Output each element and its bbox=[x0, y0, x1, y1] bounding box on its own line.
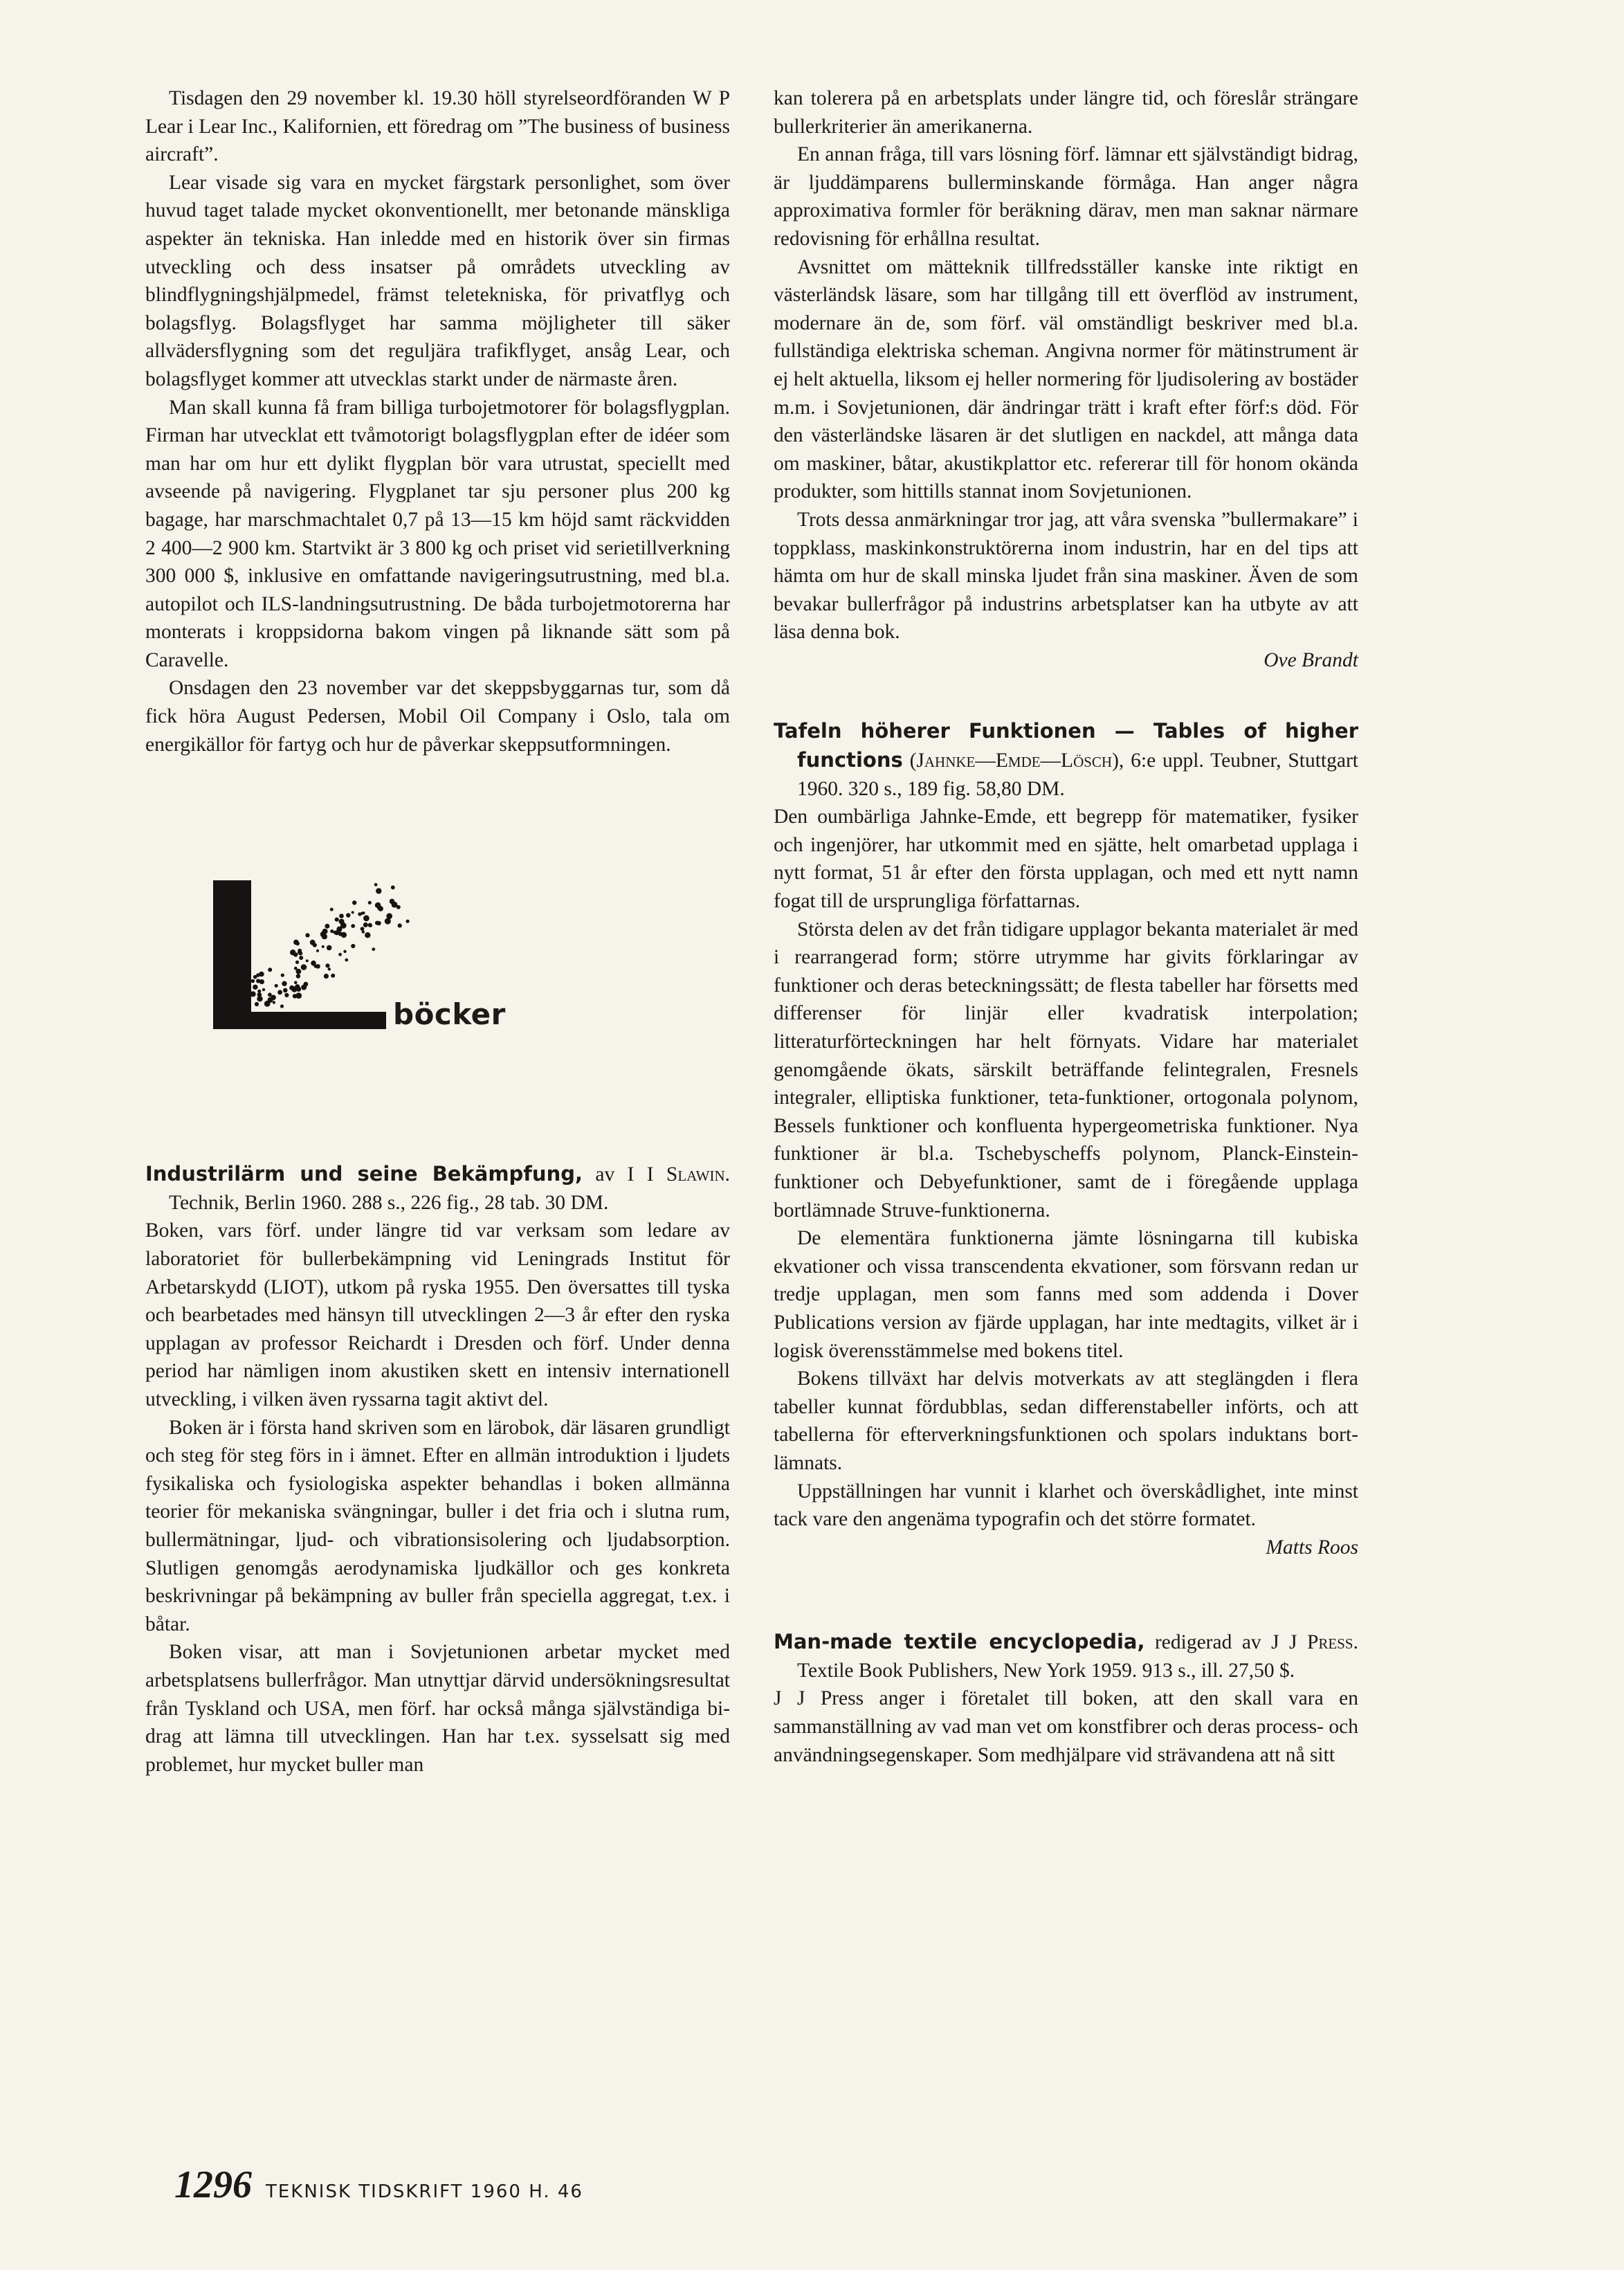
review-3-author: Press bbox=[1307, 1631, 1353, 1654]
logo-dot bbox=[362, 911, 365, 914]
review-2-paragraph-3: De elementära funktionerna jämte lösningarna till kubiska ekvationer och vissa transcendenta ekvationer, som försvann redan ur tredje upplagan, men som fanns med som addenda i Dover Publications version av fjärde upplagan, har inte medtagits, vilket är i logisk överensstämmelse med bokens titel. bbox=[774, 1227, 1358, 1362]
logo-dot bbox=[374, 883, 378, 887]
logo-dot bbox=[296, 974, 300, 979]
logo-dot bbox=[331, 974, 335, 978]
logo-dot bbox=[339, 914, 344, 918]
logo-dot bbox=[294, 981, 298, 985]
logo-dot bbox=[345, 959, 348, 962]
review-2-paragraph-4: Bokens tillväxt har delvis motverkats av att steglängden i flera tabeller kunnat fördubblas, sedan differenstabeller införts, och att tabellerna för efterverkningsfunktionen och spolars induktans bortlämnats. bbox=[774, 1368, 1358, 1474]
logo-dot bbox=[295, 942, 300, 946]
logo-dot bbox=[363, 916, 369, 922]
logo-dot bbox=[322, 929, 328, 934]
logo-dot bbox=[396, 905, 401, 909]
logo-dot bbox=[306, 959, 309, 962]
review-1-byline: av I I bbox=[583, 1163, 666, 1186]
logo-dot bbox=[346, 914, 350, 918]
review-2-authors-open: ( bbox=[902, 750, 917, 772]
review-3-paragraph-1: J J Press anger i företalet till boken, att den skall vara en sammanställning av vad man vet om konstfibrer och deras process- och användningsegenskaper. Som medhjälpare vid strävandena att nå sitt bbox=[774, 1687, 1358, 1766]
logo-dot bbox=[251, 979, 255, 983]
books-logo-icon bbox=[213, 876, 414, 1035]
logo-dot bbox=[361, 927, 365, 931]
logo-dot bbox=[398, 924, 402, 928]
logo-dot bbox=[277, 990, 282, 995]
logo-dot bbox=[390, 899, 395, 905]
logo-dot bbox=[358, 912, 361, 916]
logo-dot bbox=[313, 943, 317, 947]
logo-dot bbox=[250, 991, 256, 997]
logo-dot bbox=[327, 945, 332, 951]
logo-dot bbox=[372, 947, 375, 951]
spacer bbox=[774, 674, 1358, 717]
logo-dot bbox=[268, 968, 272, 972]
logo-dot bbox=[289, 986, 294, 990]
logo-dot bbox=[334, 931, 339, 936]
logo-dot bbox=[283, 988, 288, 993]
review-3-byline: redigerad av J J bbox=[1144, 1631, 1308, 1654]
left-column bbox=[145, 84, 730, 1779]
right-column bbox=[774, 84, 1358, 1769]
logo-dot bbox=[352, 911, 354, 914]
review-1-paragraph-3: Boken visar, att man i Sovjetunionen arbetar mycket med arbetsplatsens bullerfrågor. Man utnyttjar därvid undersökningsresultat från Tyskland och USA, men förf. har också många självständiga bidrag att lämna till utvecklingen. Han har t.ex. sysselsatt sig med problemet, hur mycket buller man bbox=[145, 1641, 730, 1776]
review-1-title: Industrilärm und seine Bekämpfung, bbox=[145, 1162, 583, 1186]
logo-dot bbox=[375, 921, 379, 925]
logo-dot bbox=[340, 923, 347, 929]
logo-dot bbox=[325, 924, 329, 929]
logo-dot bbox=[324, 974, 329, 979]
logo-dot bbox=[316, 950, 319, 952]
logo-dot bbox=[322, 945, 325, 948]
review-1-cont-paragraph-2: En annan fråga, till vars lösning förf. lämnar ett självständigt bidrag, är ljuddämparens bullerminskande förmåga. Han anger några approximativa formler för beräkning därav, men man saknar närmare redovisning för erhållna resultat. bbox=[774, 143, 1358, 250]
logo-dot bbox=[275, 984, 278, 988]
books-section-title: böcker bbox=[393, 997, 506, 1032]
logo-dot bbox=[363, 923, 368, 927]
review-2-paragraph-2: Största delen av det från tidigare upplagor bekanta materialet är med i rearrangerad form; större utrymme har givits förklaringar av funktioner och deras beteckningssätt; de flesta tabeller har försetts med differenser för linjär eller kvadratisk interpolation; litteraturförteckningen har helt förnyats. Vidare har materialet genomgående ökats, särskilt beträffande felintegralen, Fresnels integraler, elliptiska funktioner, teta-funktioner, ortogonala polynom, Bessels funktioner och konfluenta hypergeometriska funktioner. Nya funktioner är bl.a. Tschebyscheffs polynom, Planck-Einstein-funktioner och Debyefunktioner, samt de i föregående upplaga bortlämnade Struve-funktionerna. bbox=[774, 918, 1358, 1222]
logo-dot bbox=[352, 900, 356, 905]
review-2-publication: ), 6:e uppl. Teubner, Stuttgart 1960. 320 s., 189 fig. 58,80 DM. bbox=[797, 750, 1358, 800]
review-1-cont-paragraph-4: Trots dessa anmärkningar tror jag, att våra svenska ”bullermakare” i toppklass, maskinkonstruktörerna inom industrin, har en del tips att hämta om hur de skall minska ljudet från sina maskiner. Även de som bevakar bullerfrågor på industrins arbetsplatser kan ha utbyte av att läsa denna bok. bbox=[774, 508, 1358, 644]
logo-dot bbox=[282, 981, 286, 986]
logo-dot bbox=[256, 979, 260, 983]
review-2-heading bbox=[774, 717, 1358, 803]
logo-dot bbox=[253, 985, 257, 990]
intro-paragraph-1: Tisdagen den 29 november kl. 19.30 höll styrelseordföranden W P Lear i Lear Inc., Kalifornien, ett föredrag om ”The business of business aircraft”. bbox=[145, 87, 730, 166]
logo-dot bbox=[256, 973, 260, 977]
review-1-publication: . Technik, Berlin 1960. 288 s., 226 fig., 28 tab. 30 DM. bbox=[169, 1163, 730, 1214]
logo-dot bbox=[268, 993, 272, 997]
logo-dot bbox=[295, 992, 302, 999]
logo-dot bbox=[341, 932, 347, 938]
logo-dot bbox=[369, 925, 372, 927]
logo-dot bbox=[375, 902, 381, 908]
logo-dot bbox=[328, 968, 331, 970]
logo-dot bbox=[351, 944, 355, 948]
spacer bbox=[774, 1561, 1358, 1628]
logo-dot bbox=[281, 974, 284, 977]
page-footer bbox=[174, 2163, 583, 2207]
logo-dot bbox=[376, 888, 381, 893]
logo-dot bbox=[330, 908, 334, 911]
logo-dot bbox=[351, 924, 355, 928]
review-1-author: Slawin bbox=[666, 1163, 725, 1186]
review-2-title: Tafeln höherer Funktionen — Tables of higher functions bbox=[774, 719, 1358, 772]
logo-dot bbox=[280, 1005, 284, 1008]
logo-dot bbox=[273, 1001, 275, 1004]
logo-dot bbox=[365, 932, 370, 938]
logo-dot bbox=[325, 963, 329, 968]
review-2-reviewer: Matts Roos bbox=[1266, 1536, 1358, 1559]
review-1-cont-paragraph-3: Avsnittet om mätteknik tillfredsställer kanske inte riktigt en västerländsk läsare, som har tillgång till ett överflöd av instrument, modernare än de, som förf. väl omständligt beskriver med bl.a. fullständiga elektriska scheman. Angivna normer för mätinstrument är ej helt aktuella, liksom ej heller normering för ljudisolering av bostäder m.m. i Sovjetunionen, där ändringar trätt i kraft efter förf:s död. För den västerländske läsaren är det slutligen en nackdel, att många data om maskiner, båtar, akustikplattor etc. refererar till för honom okända produkter, som hittills stannat inom Sovjetunionen. bbox=[774, 255, 1358, 503]
logo-dot bbox=[338, 953, 342, 956]
logo-dot bbox=[262, 988, 265, 991]
logo-dot bbox=[391, 886, 395, 890]
review-1-paragraph-2: Boken är i första hand skriven som en lärobok, där läsaren grundligt och steg för steg förs in i ämnet. Efter en allmän introduktion i ljudets fysikaliska och fysiologiska aspekter behandlas i boken allmänna teorier för mekaniska svängningar, buller i det fria och i slutna rum, bullermätningar, ljud- och vibrationsisolering och ljudabsorption. Slutligen genomgås aerodynamiska ljudkällor och ges konkreta beskrivningar på bekämpning av buller från speciella aggregat, t.ex. i båtar. bbox=[145, 1416, 730, 1635]
logo-dot bbox=[305, 934, 309, 938]
logo-dot bbox=[301, 964, 307, 970]
logo-dot bbox=[293, 952, 298, 956]
logo-dot bbox=[322, 934, 327, 939]
logo-dot bbox=[295, 984, 300, 989]
journal-name: TEKNISK TIDSKRIFT 1960 H. 46 bbox=[266, 2181, 583, 2202]
review-3-title: Man-made textile encyclopedia, bbox=[774, 1630, 1145, 1654]
logo-dot bbox=[298, 952, 300, 954]
logo-dot bbox=[343, 950, 346, 953]
logo-dot bbox=[335, 918, 339, 922]
logo-dot bbox=[368, 901, 372, 905]
logo-dot bbox=[257, 996, 262, 1001]
logo-dot bbox=[296, 969, 302, 974]
logo-dot bbox=[311, 961, 316, 966]
logo-dot bbox=[284, 993, 289, 997]
logo-dot bbox=[255, 1003, 257, 1006]
books-section-logo bbox=[145, 876, 730, 1049]
intro-paragraph-4: Onsdagen den 23 november var det skeppsbyggarnas tur, som då fick höra August Pedersen, Mobil Oil Company i Oslo, tala om energikällor för fartyg och hur de påverkar skeppsutformningen. bbox=[145, 677, 730, 756]
review-1-cont-paragraph-1: kan tolerera på en arbetsplats under längre tid, och föreslår strängare bullerkriterier än amerikanerna. bbox=[774, 87, 1358, 138]
intro-paragraph-2: Lear visade sig vara en mycket färgstark personlighet, som över huvud taget talade mycket okonventionellt, mer betonande mänskliga aspekter än tekniska. Han inledde med en historik över sin firmas utveckling och dess insatser på områdets utveckling av blindflygningshjälpmedel, främst teletekniska, för privatflyg och bolagsflyg. Bolagsflyget har samma möjligheter till säker allvädersflygning som det reguljära trafikflyget, ansåg Lear, och bolagsflyget kommer att utvecklas starkt under de närmaste åren. bbox=[145, 171, 730, 390]
review-1-paragraph-1: Boken, vars förf. under längre tid var verksam som ledare av laboratoriet för bullerbekämpning vid Leningrads Institut för Arbetarskydd (LIOT), utkom på ryska 1955. Den översattes till tyska och bearbetades med hänsyn till utvecklingen 2—3 år efter den ryska upplagan av professor Reichardt i Dresden och förf. Under denna period har nämligen inom akustiken skett en intensiv internationell utveckling, i vilken även ryssarna tagit aktivt del. bbox=[145, 1219, 730, 1410]
logo-dot bbox=[385, 918, 391, 925]
review-3-heading bbox=[774, 1628, 1358, 1685]
review-1-reviewer: Ove Brandt bbox=[1263, 648, 1358, 671]
review-1-heading bbox=[145, 1160, 730, 1217]
page-number: 1296 bbox=[174, 2163, 252, 2206]
review-2-paragraph-1: Den oumbärliga Jahnke-Emde, ett begrepp för matematiker, fysiker och ingenjörer, har utkommit med en sjätte, helt omarbetad upplaga i nytt format, 51 år efter den första upplagan, och med ett nytt namn fogat till de ursprungliga författarnas. bbox=[774, 806, 1358, 913]
intro-paragraph-3: Man skall kunna få fram billiga turbojetmotorer för bolagsflygplan. Firman har utvecklat ett tvåmotorigt bolagsflygplan efter de idéer som man har om hur ett dylikt flygplan bör vara utrustat, speciellt med avseende på navigering. Flygplanet tar sju personer plus 200 kg bagage, har marschmachtalet 0,7 på 13—15 km höjd samt räckvidden 2 400—2 900 km. Startvikt är 3 800 kg och priset vid serietillverkning 300 000 $, inklusive en omfattande navigeringsutrustning, med bl.a. autopilot och ILS-landningsutrustning. De båda turbojetmotorerna har monterats i kroppsidorna bakom vingen på liknande sätt som på Caravelle. bbox=[145, 396, 730, 671]
logo-dot bbox=[386, 914, 392, 920]
review-2-paragraph-5: Uppställningen har vunnit i klarhet och överskådlighet, inte minst tack vare den angenäma typografin och det större formatet. bbox=[774, 1480, 1358, 1531]
logo-dot bbox=[299, 956, 303, 960]
review-2-authors: Jahnke—Emde—Lösch bbox=[916, 750, 1113, 772]
logo-dot bbox=[295, 961, 299, 964]
logo-dot bbox=[406, 920, 410, 923]
logo-dot bbox=[301, 985, 307, 990]
review-3-publication: . Textile Book Publishers, New York 1959. 913 s., ill. 27,50 $. bbox=[797, 1631, 1358, 1682]
